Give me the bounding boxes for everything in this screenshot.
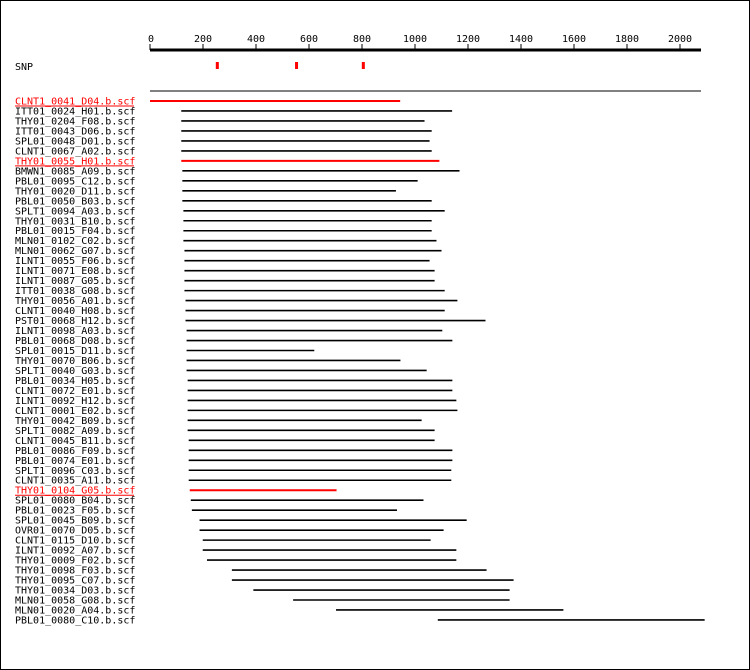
axis-tick-label: 800	[352, 34, 372, 45]
read-row[interactable]	[15, 615, 705, 626]
snp-marker[interactable]	[295, 62, 298, 69]
read-name[interactable]: ILNT1_0098_A03.b.scf	[15, 326, 136, 338]
read-name[interactable]: PST01_0068_H12.b.scf	[15, 316, 136, 328]
read-name[interactable]: THY01_0031_B10.b.scf	[15, 216, 136, 228]
snp-track-label: SNP	[15, 62, 34, 73]
axis-tick-label: 1600	[561, 34, 587, 45]
read-name[interactable]: CLNT1_0072_E01.b.scf	[15, 385, 136, 397]
read-name[interactable]: PBL01_0080_C10.b.scf	[15, 615, 136, 627]
read-name[interactable]: ITT01_0043_D06.b.scf	[15, 126, 136, 138]
read-name[interactable]: SPLT1_0094_A03.b.scf	[15, 206, 136, 218]
read-name[interactable]: PBL01_0086_F09.b.scf	[15, 445, 136, 457]
read-name[interactable]: ITT01_0038_G08.b.scf	[15, 286, 136, 298]
read-alignment-diagram	[1, 1, 749, 669]
read-name[interactable]: PBL01_0034_H05.b.scf	[15, 375, 136, 387]
snp-marker[interactable]	[216, 62, 219, 69]
read-name[interactable]: SPLT1_0096_C03.b.scf	[15, 465, 136, 477]
read-name[interactable]: PBL01_0095_C12.b.scf	[15, 176, 136, 188]
axis-tick-label: 1200	[455, 34, 481, 45]
axis-tick-label: 1000	[402, 34, 428, 45]
read-name[interactable]: THY01_0009_F02.b.scf	[15, 555, 136, 567]
read-list	[15, 97, 705, 627]
read-name[interactable]: PBL01_0074_E01.b.scf	[15, 455, 136, 467]
read-name[interactable]: MLN01_0058_G08.b.scf	[15, 595, 136, 607]
snp-marker[interactable]	[362, 62, 365, 69]
axis-tick-label: 1800	[614, 34, 640, 45]
axis-tick-label: 200	[193, 34, 213, 45]
read-name[interactable]: MLN01_0102_C02.b.scf	[15, 236, 136, 248]
read-name[interactable]: OVR01_0070_D05.b.scf	[15, 525, 136, 537]
axis-tick-label: 600	[299, 34, 319, 45]
read-name[interactable]: PBL01_0023_F05.b.scf	[15, 505, 136, 517]
read-name[interactable]: PBL01_0050_B03.b.scf	[15, 196, 136, 208]
axis-tick-label: 1400	[508, 34, 534, 45]
read-name[interactable]: THY01_0056_A01.b.scf	[15, 296, 136, 308]
read-name[interactable]: THY01_0020_D11.b.scf	[15, 186, 136, 198]
read-name[interactable]: BMWN1_0085_A09.b.scf	[15, 166, 136, 178]
read-name[interactable]: THY01_0042_B09.b.scf	[15, 415, 136, 427]
read-name[interactable]: ILNT1_0087_G05.b.scf	[15, 276, 136, 288]
read-name[interactable]: CLNT1_0035_A11.b.scf	[15, 475, 136, 487]
read-name[interactable]: THY01_0104_G05.b.scf	[15, 485, 136, 497]
read-name[interactable]: THY01_0204_F08.b.scf	[15, 116, 136, 128]
read-name[interactable]: ILNT1_0092_A07.b.scf	[15, 545, 136, 557]
read-name[interactable]: CLNT1_0001_E02.b.scf	[15, 405, 136, 417]
read-name[interactable]: THY01_0098_F03.b.scf	[15, 565, 136, 577]
read-name[interactable]: CLNT1_0067_A02.b.scf	[15, 146, 136, 158]
axis-tick-label: 2000	[667, 34, 693, 45]
read-name[interactable]: THY01_0095_C07.b.scf	[15, 575, 136, 587]
read-name[interactable]: ITT01_0024_H01.b.scf	[15, 106, 136, 118]
read-name[interactable]: SPL01_0048_D01.b.scf	[15, 136, 136, 148]
snp-track	[15, 62, 701, 91]
position-axis	[148, 34, 701, 50]
read-name[interactable]: THY01_0034_D03.b.scf	[15, 585, 136, 597]
read-name[interactable]: PBL01_0015_F04.b.scf	[15, 226, 136, 238]
read-name[interactable]: CLNT1_0115_D10.b.scf	[15, 535, 136, 547]
read-name[interactable]: THY01_0055_H01.b.scf	[15, 156, 136, 168]
axis-tick-label: 0	[147, 34, 155, 45]
read-name[interactable]: THY01_0070_B06.b.scf	[15, 355, 136, 367]
read-name[interactable]: CLNT1_0041_D04.b.scf	[15, 96, 136, 108]
read-name[interactable]: SPLT1_0040_G03.b.scf	[15, 365, 136, 377]
read-name[interactable]: PBL01_0068_D08.b.scf	[15, 336, 136, 348]
read-name[interactable]: ILNT1_0055_F06.b.scf	[15, 256, 136, 268]
read-name[interactable]: ILNT1_0092_H12.b.scf	[15, 395, 136, 407]
read-name[interactable]: CLNT1_0045_B11.b.scf	[15, 435, 136, 447]
read-name[interactable]: CLNT1_0040_H08.b.scf	[15, 306, 136, 318]
read-name[interactable]: SPL01_0045_B09.b.scf	[15, 515, 136, 527]
read-name[interactable]: SPLT1_0082_A09.b.scf	[15, 425, 136, 437]
read-name[interactable]: ILNT1_0071_E08.b.scf	[15, 266, 136, 278]
read-name[interactable]: SPL01_0080_B04.b.scf	[15, 495, 136, 507]
read-name[interactable]: SPL01_0015_D11.b.scf	[15, 346, 136, 357]
read-name[interactable]: MLN01_0020_A04.b.scf	[15, 605, 136, 617]
read-name[interactable]: MLN01_0062_G07.b.scf	[15, 246, 136, 258]
axis-tick-label: 400	[246, 34, 266, 45]
